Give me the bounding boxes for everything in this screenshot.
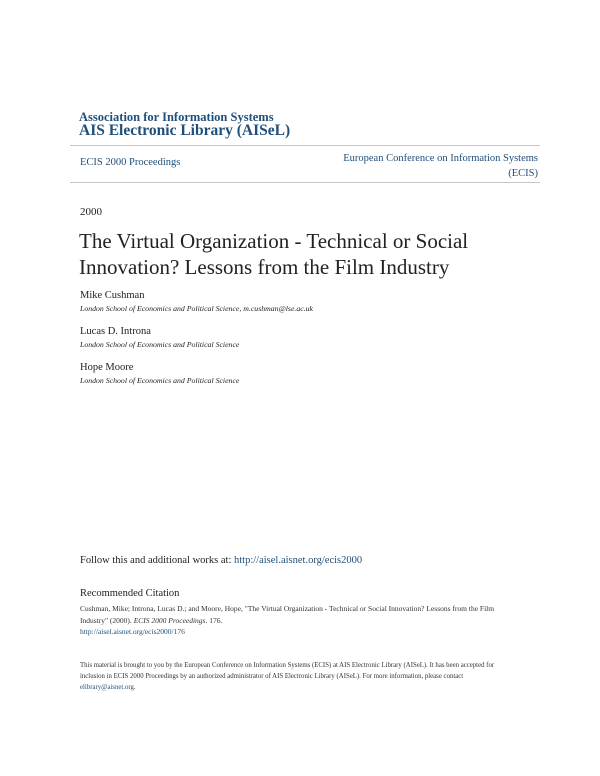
author-block [80,290,313,313]
follow-label: Follow this and additional works at: [80,555,234,566]
citation-authors-title: Cushman, Mike; Introna, Lucas D.; and Moore, Hope, "The Virtual Organization - Technical or Social Innovation? Lessons from the Film Industry" (2000). [80,604,495,625]
conference-line-2[interactable]: (ECIS) [508,168,538,179]
author-name: Lucas D. Introna [80,326,151,337]
citation-venue: ECIS 2000 Proceedings [133,615,206,625]
author-affiliation: London School of Economics and Political Science [80,340,240,349]
paper-title [79,228,529,280]
paper-url-link[interactable]: http://aisel.aisnet.org/ecis2000/176 [80,627,185,636]
author-affiliation: London School of Economics and Political Science, m.cushman@lse.ac.uk [80,304,314,313]
contact-email-link[interactable]: elibrary@aisnet.org [80,684,134,691]
author-name: Hope Moore [80,362,134,373]
author-affiliation: London School of Economics and Political Science [80,376,240,385]
follow-line [80,555,362,566]
title-line-1: The Virtual Organization - Technical or Social [79,229,469,253]
publication-year: 2000 [80,206,102,218]
proceedings-link[interactable]: ECIS 2000 Proceedings [80,157,181,168]
citation-text [80,603,520,638]
bottom-divider [70,182,540,183]
author-block [80,362,239,385]
top-divider [70,145,540,146]
association-name: Association for Information Systems [79,110,274,124]
conference-line-1[interactable]: European Conference on Information Systems [343,153,538,164]
citation-number: . 176. [205,615,223,625]
collection-url-link[interactable]: http://aisel.aisnet.org/ecis2000 [234,555,363,566]
author-name: Mike Cushman [80,290,145,301]
citation-heading: Recommended Citation [80,588,180,599]
disclaimer-text [80,660,520,693]
disclaimer-body: This material is brought to you by the European Conference on Information Systems (ECIS) at AIS Electronic Library (AISeL). It has been accepted for inclusion in ECIS 2000 Proceedings by an authorized administrator of AIS Electronic Library (AISeL). For more information, please contact [80,662,495,680]
library-name[interactable]: AIS Electronic Library (AISeL) [79,122,291,139]
conference-link[interactable] [278,151,538,181]
disclaimer-end: . [133,684,136,691]
author-block [80,326,239,349]
title-line-2: Innovation? Lessons from the Film Industry [79,255,450,279]
